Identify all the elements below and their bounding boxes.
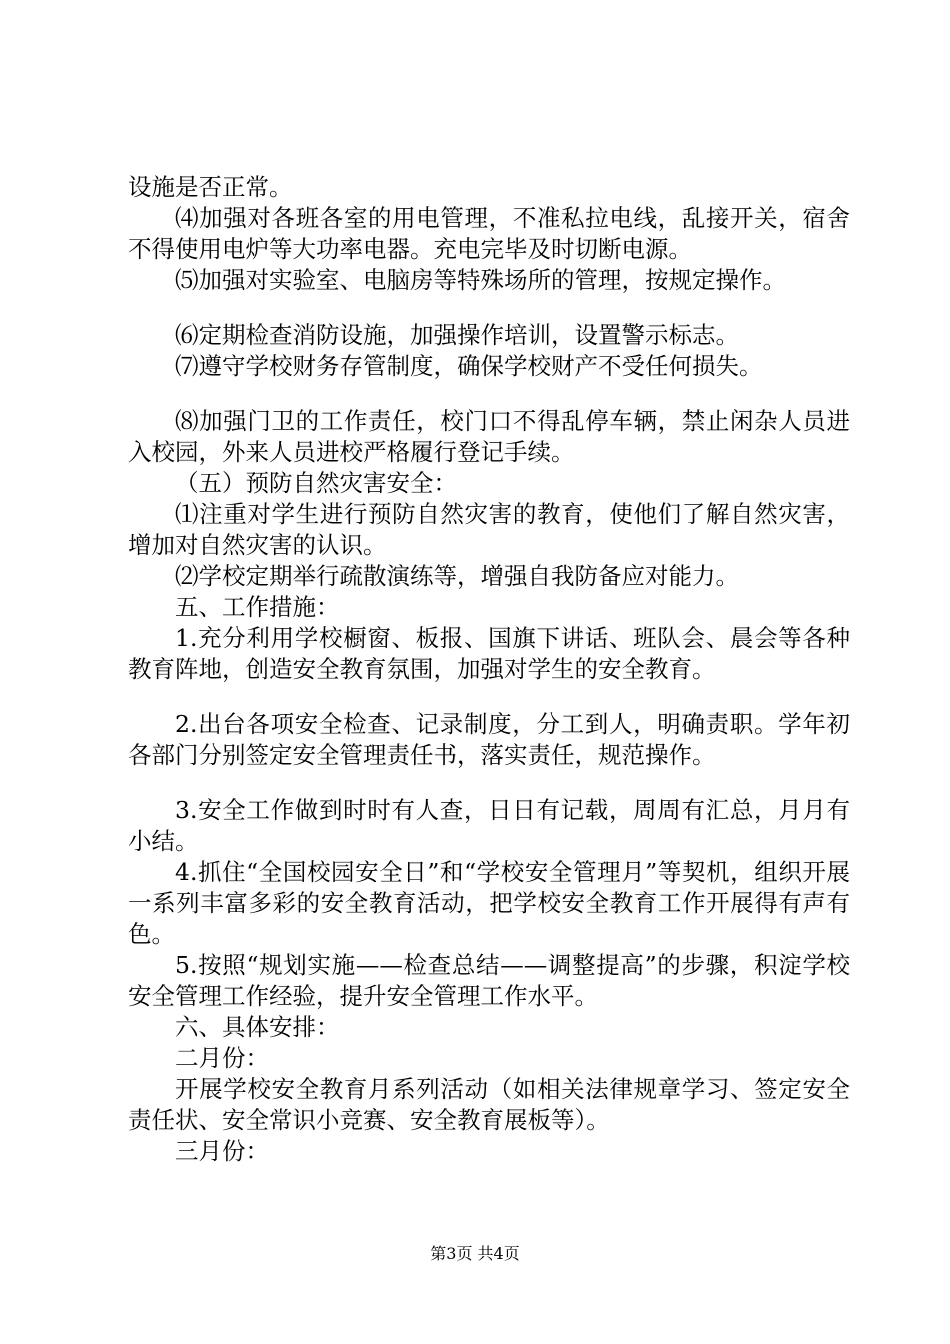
paragraph-14: 4.抓住“全国校园安全日”和“学校安全管理月”等契机，组织开展一系列丰富多彩的安全教育活动，把学校安全教育工作开展得有声有色。 (128, 858, 850, 948)
paragraph-12: 2.出台各项安全检查、记录制度，分工到人，明确责职。学年初各部门分别签定安全管理责任书，落实责任，规范操作。 (128, 710, 850, 769)
section-heading-disaster: （五）预防自然灾害安全： (175, 469, 457, 497)
page-number-footer: 第3页 共4页 (430, 1244, 520, 1263)
paragraph-11: 1.充分利用学校橱窗、板报、国旗下讲话、班队会、晨会等各种教育阵地，创造安全教育氛围，加强对学生的安全教育。 (128, 624, 850, 683)
paragraph-2: ⑷加强对各班各室的用电管理，不准私拉电线，乱接开关，宿舍不得使用电炉等大功率电器。充电完毕及时切断电源。 (128, 204, 850, 263)
month-march: 三月份： (175, 1137, 269, 1165)
paragraph-3: ⑸加强对实验室、电脑房等特殊场所的管理，按规定操作。 (175, 266, 786, 294)
paragraph-1: 设施是否正常。 (128, 173, 293, 201)
document-body (128, 172, 850, 1167)
paragraph-4: ⑹定期检查消防设施，加强操作培训，设置警示标志。 (175, 321, 739, 349)
month-february: 二月份： (175, 1044, 269, 1072)
paragraph-18: 开展学校安全教育月系列活动（如相关法律规章学习、签定安全责任状、安全常识小竞赛、安全教育展板等）。 (128, 1075, 850, 1134)
section-heading-schedule: 六、具体安排： (175, 1013, 340, 1041)
paragraph-15: 5.按照“规划实施——检查总结——调整提高”的步骤，积淀学校安全管理工作经验，提升安全管理工作水平。 (128, 951, 850, 1010)
paragraph-9: ⑵学校定期举行疏散演练等，增强自我防备应对能力。 (175, 562, 739, 590)
section-heading-measures: 五、工作措施： (175, 593, 340, 621)
paragraph-13: 3.安全工作做到时时有人查，日日有记载，周周有汇总，月月有小结。 (128, 796, 850, 855)
paragraph-8: ⑴注重对学生进行预防自然灾害的教育，使他们了解自然灾害，增加对自然灾害的认识。 (128, 500, 850, 559)
paragraph-6: ⑻加强门卫的工作责任，校门口不得乱停车辆，禁止闲杂人员进入校园，外来人员进校严格履行登记手续。 (128, 407, 850, 466)
paragraph-5: ⑺遵守学校财务存管制度，确保学校财产不受任何损失。 (175, 352, 763, 380)
